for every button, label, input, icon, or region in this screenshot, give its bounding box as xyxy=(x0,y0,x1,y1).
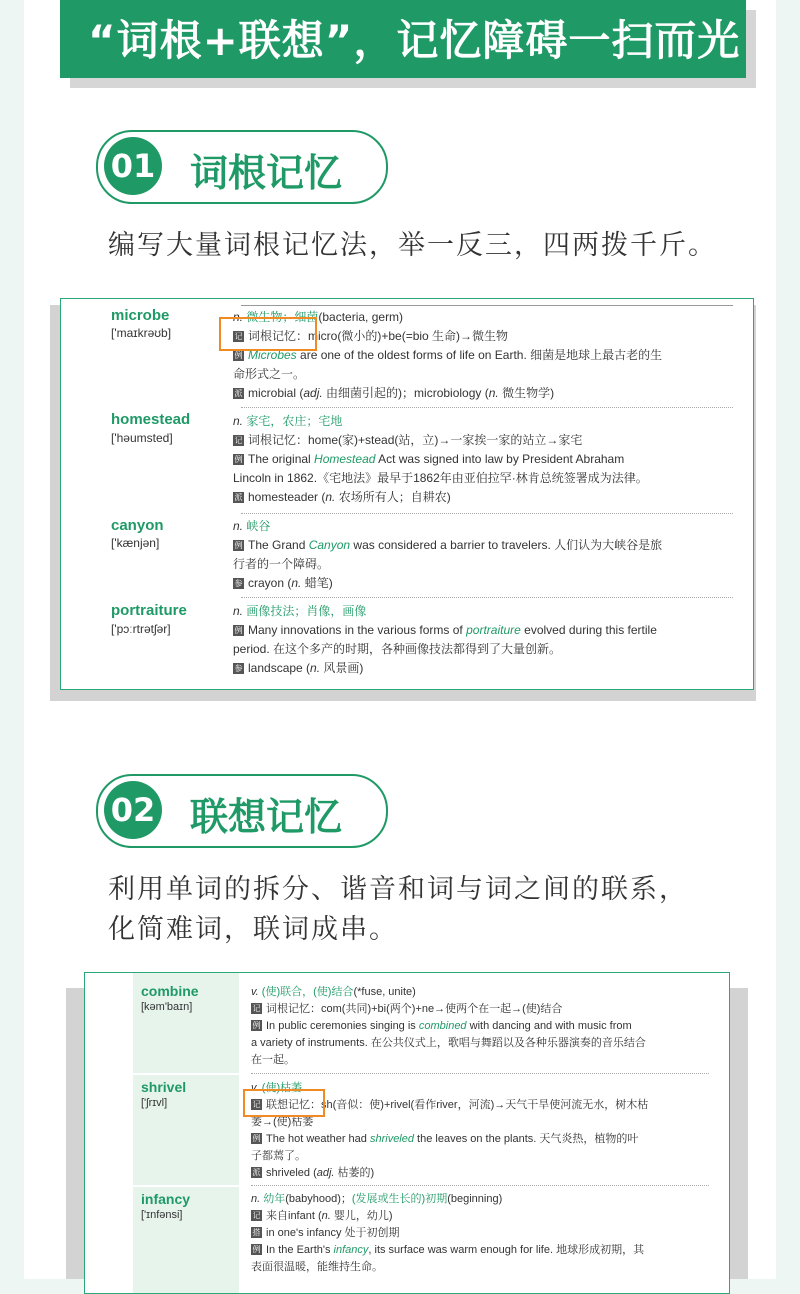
section-2-title: 联想记忆 xyxy=(190,795,343,839)
example-line: 例 Many innovations in the various forms of portraiture evolved during this fertile xyxy=(234,623,657,637)
memory-icon: 记 xyxy=(234,436,243,445)
example-icon: 例 xyxy=(252,1245,261,1254)
definition-block xyxy=(233,517,662,593)
definition-block xyxy=(251,1191,644,1276)
dictionary-card-2 xyxy=(84,972,730,1294)
definition-line: v. (使)枯萎 xyxy=(251,1082,303,1094)
example-line: 例 The original Homestead Act was signed into law by President Abraham xyxy=(234,452,625,466)
example-line: 例 In public ceremonies singing is combined with dancing and with music from xyxy=(252,1020,632,1032)
definition-line: v. (使)联合，(使)结合(*fuse, unite) xyxy=(251,986,416,998)
definition-line: n. 微生物；细菌(bacteria, germ) xyxy=(233,310,404,324)
etymology-line: 记 词根记忆：home(家)+stead(站，立)→一家挨一家的站立→家宅 xyxy=(234,433,583,447)
etymology-line-2: 萎→(使)枯萎 xyxy=(251,1116,314,1128)
example-line-2: period. 在这个多产的时期，各种画像技法都得到了大量创新。 xyxy=(233,642,562,656)
section-1-description: 编写大量词根记忆法，举一反三，四两拨千斤。 xyxy=(108,230,717,261)
example-line-3: 在一起。 xyxy=(251,1054,295,1066)
example-line-2: 行者的一个障碍。 xyxy=(233,557,330,571)
entry-separator xyxy=(241,513,733,514)
related-line: 参 landscape (n. 风景画) xyxy=(234,661,364,675)
memory-icon: 记 xyxy=(252,1100,261,1109)
phrase-icon: 搭 xyxy=(252,1228,261,1237)
definition-block xyxy=(233,412,648,507)
derivative-icon: 派 xyxy=(252,1168,261,1177)
section-2-heading xyxy=(96,774,388,848)
entry-separator xyxy=(241,407,733,408)
headword: homestead xyxy=(111,411,191,428)
section-1-title: 词根记忆 xyxy=(190,151,343,195)
related-line: 参 crayon (n. 蜡笔) xyxy=(234,576,333,590)
memory-icon: 记 xyxy=(252,1004,261,1013)
definition-block xyxy=(233,602,657,678)
definition-line: n. 峡谷 xyxy=(233,519,271,533)
example-icon: 例 xyxy=(234,626,243,635)
example-line: 例 The Grand Canyon was considered a barrier to travelers. 人们认为大峡谷是旅 xyxy=(234,538,663,552)
origin-line: 记 来自infant (n. 婴儿，幼儿) xyxy=(252,1210,393,1222)
derivative-icon: 派 xyxy=(234,389,243,398)
headword: shrivel xyxy=(141,1079,187,1095)
entry-separator xyxy=(251,1073,709,1074)
section-1-number: 01 xyxy=(104,137,162,195)
example-line-2: 命形式之一。 xyxy=(233,367,306,381)
phrase-line: 搭 in one's infancy 处于初创期 xyxy=(252,1227,400,1239)
headword: microbe xyxy=(111,307,170,324)
example-icon: 例 xyxy=(252,1021,261,1030)
definition-line: n. 画像技法；肖像，画像 xyxy=(233,604,367,618)
example-line-2: 子都蔫了。 xyxy=(251,1150,306,1162)
derivative-icon: 派 xyxy=(234,493,243,502)
section-1-heading xyxy=(96,130,388,204)
highlight-box xyxy=(243,1089,325,1117)
example-line: 例 The hot weather had shriveled the leaves on the plants. 天气炎热，植物的叶 xyxy=(252,1133,639,1145)
definition-line: n. 幼年(babyhood)；(发展或生长的)初期(beginning) xyxy=(251,1193,503,1205)
derivative-line: 派 homesteader (n. 农场所有人；自耕农) xyxy=(234,490,451,504)
etymology-line: 记 联想记忆：sh(音似：使)+rivel(看作river，河流)→天气干旱使河流无水，树木枯 xyxy=(252,1099,649,1111)
section-2-number: 02 xyxy=(104,781,162,839)
section-2-description-line-1: 利用单词的拆分、谐音和词与词之间的联系， xyxy=(108,874,688,905)
card-1-top-rule xyxy=(241,305,733,306)
definition-block xyxy=(251,984,646,1069)
example-line-2: Lincoln in 1862.《宅地法》最早于1862年由亚伯拉罕·林肯总统签署成为法律。 xyxy=(233,471,648,485)
phonetic: ['ʃrɪvl] xyxy=(141,1097,168,1109)
entry-separator xyxy=(251,1185,709,1186)
phonetic: ['pɔːrtrətʃər] xyxy=(111,622,171,636)
related-icon: 参 xyxy=(234,664,243,673)
example-line: 例 In the Earth's infancy, its surface was warm enough for life. 地球形成初期，其 xyxy=(252,1244,645,1256)
phonetic: [kəm'baɪn] xyxy=(141,1001,193,1013)
header-banner xyxy=(60,0,746,78)
memory-icon: 记 xyxy=(234,332,243,341)
highlight-box xyxy=(219,317,317,351)
example-line-2: a variety of instruments. 在公共仪式上，歌唱与舞蹈以及各种乐器演奏的音乐结合 xyxy=(251,1037,646,1049)
phonetic: ['ɪnfənsi] xyxy=(141,1209,183,1221)
headword: infancy xyxy=(141,1191,191,1207)
phonetic: ['kænjən] xyxy=(111,536,160,550)
headword: portraiture xyxy=(111,602,187,619)
related-icon: 参 xyxy=(234,579,243,588)
etymology-line: 记 词根记忆：micro(微小的)+be(=bio 生命)→微生物 xyxy=(234,329,509,343)
derivative-line: 派 shriveled (adj. 枯萎的) xyxy=(252,1167,375,1179)
headword: combine xyxy=(141,983,199,999)
example-icon: 例 xyxy=(234,351,243,360)
phonetic: ['maɪkrəʊb] xyxy=(111,326,172,340)
etymology-line: 记 词根记忆：com(共同)+bi(两个)+ne→使两个在一起→(使)结合 xyxy=(252,1003,563,1015)
example-line: 例 Microbes are one of the oldest forms of life on Earth. 细菌是地球上最古老的生 xyxy=(234,348,663,362)
headword: canyon xyxy=(111,517,164,534)
memory-icon: 记 xyxy=(252,1211,261,1220)
definition-line: n. 家宅，农庄；宅地 xyxy=(233,414,343,428)
example-icon: 例 xyxy=(234,455,243,464)
dictionary-card-1 xyxy=(60,298,754,690)
phonetic: ['həumsted] xyxy=(111,431,173,445)
derivative-line: 派 microbial (adj. 由细菌引起的)；microbiology (n. 微生物学) xyxy=(234,386,555,400)
example-line-2: 表面很温暖，能维持生命。 xyxy=(251,1261,383,1273)
entry-separator xyxy=(241,597,733,598)
section-2-description-line-2: 化简难词，联词成串。 xyxy=(108,914,398,945)
example-icon: 例 xyxy=(234,541,243,550)
banner-title: “词根+联想”，记忆障碍一扫而光 xyxy=(88,16,741,65)
example-icon: 例 xyxy=(252,1134,261,1143)
